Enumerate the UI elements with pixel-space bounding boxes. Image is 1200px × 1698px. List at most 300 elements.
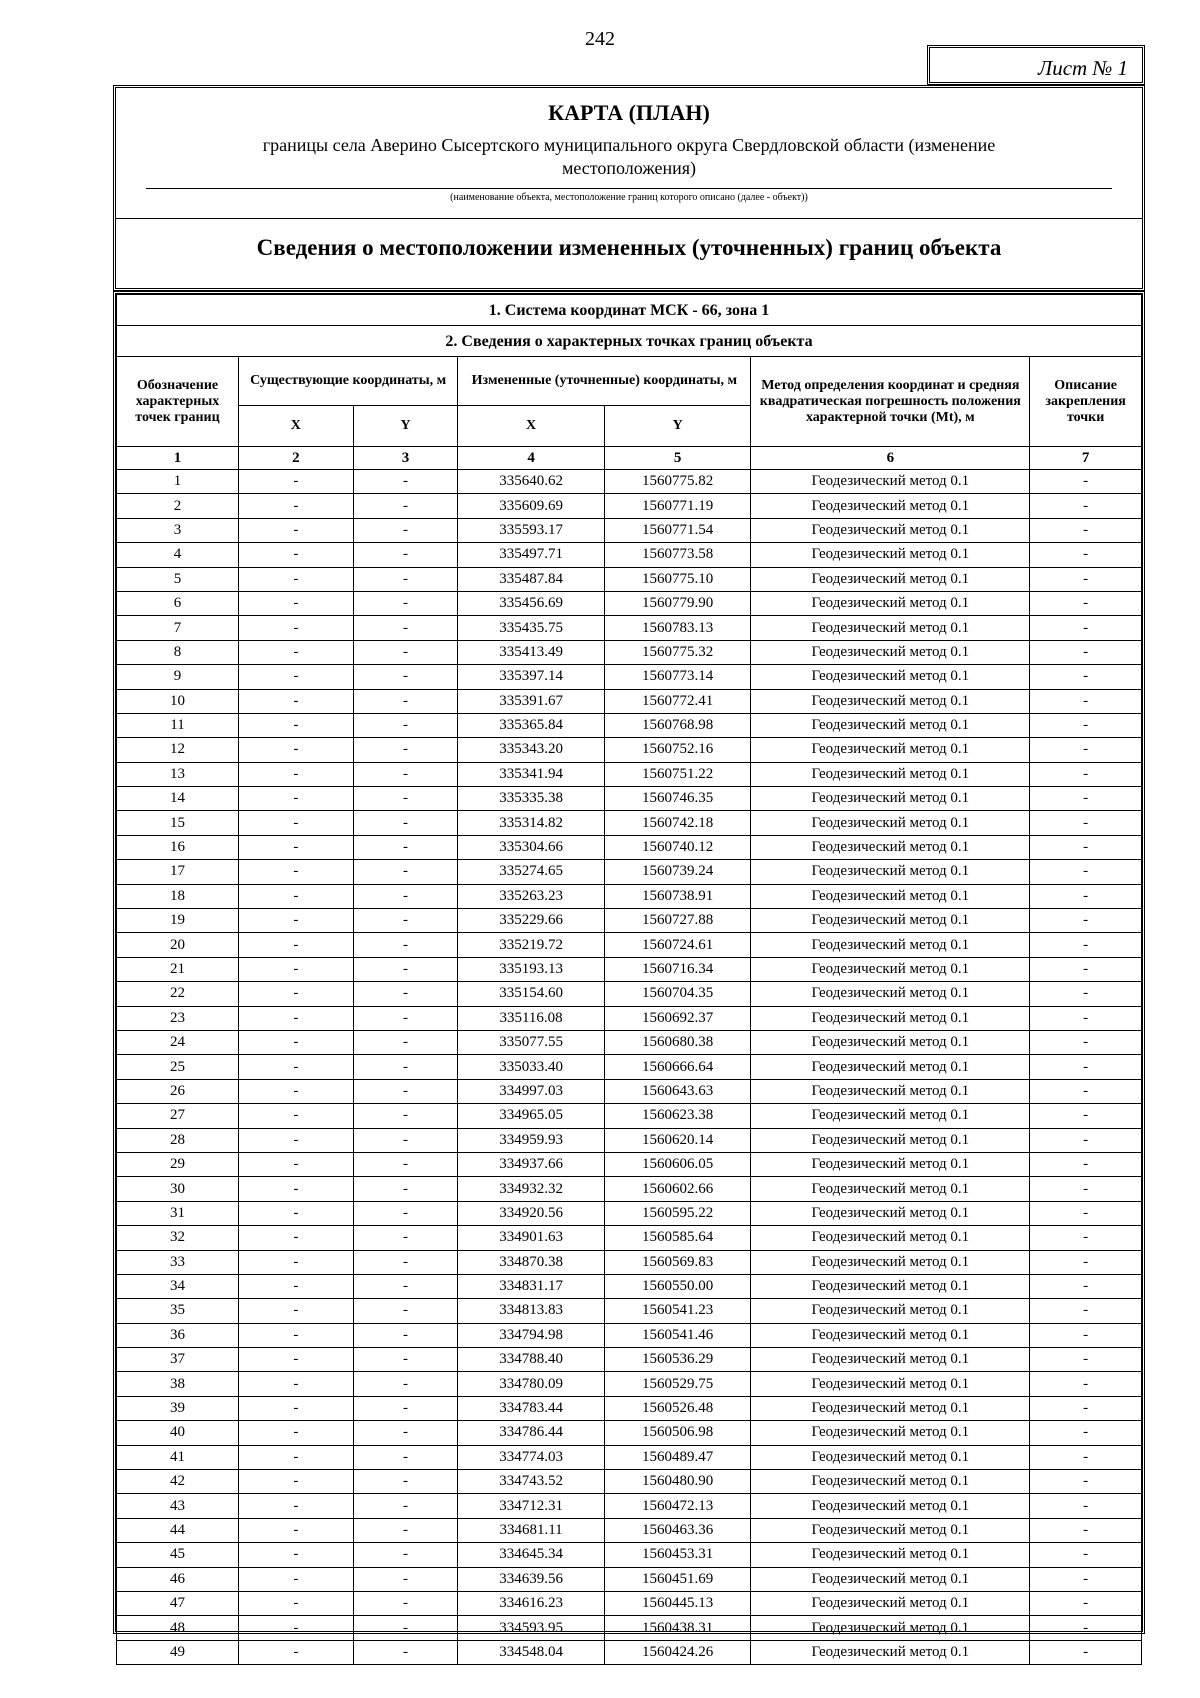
table-row	[117, 640, 1142, 664]
method-cell: Геодезический метод 0.1	[751, 787, 1030, 811]
table-row	[117, 1152, 1142, 1176]
changed-x-cell: 335335.38	[458, 787, 605, 811]
changed-x-cell: 334965.05	[458, 1104, 605, 1128]
changed-y-cell: 1560771.19	[604, 494, 751, 518]
table-row	[117, 616, 1142, 640]
changed-y-cell: 1560666.64	[604, 1055, 751, 1079]
changed-x-cell: 335033.40	[458, 1055, 605, 1079]
column-number: 3	[353, 447, 458, 470]
method-cell: Геодезический метод 0.1	[751, 1299, 1030, 1323]
changed-y-cell: 1560541.46	[604, 1323, 751, 1347]
point-number-cell: 18	[117, 884, 239, 908]
point-number-cell: 22	[117, 982, 239, 1006]
point-number-cell: 49	[117, 1640, 239, 1664]
changed-y-cell: 1560506.98	[604, 1421, 751, 1445]
changed-x-cell: 335391.67	[458, 689, 605, 713]
existing-x-cell: -	[238, 1372, 353, 1396]
changed-y-cell: 1560595.22	[604, 1201, 751, 1225]
changed-x-cell: 334681.11	[458, 1518, 605, 1542]
existing-y-cell: -	[353, 1616, 458, 1640]
description-cell: -	[1030, 1543, 1142, 1567]
point-number-cell: 8	[117, 640, 239, 664]
method-cell: Геодезический метод 0.1	[751, 1006, 1030, 1030]
point-number-cell: 38	[117, 1372, 239, 1396]
method-cell: Геодезический метод 0.1	[751, 543, 1030, 567]
method-cell: Геодезический метод 0.1	[751, 982, 1030, 1006]
existing-y-cell: -	[353, 909, 458, 933]
changed-y-cell: 1560704.35	[604, 982, 751, 1006]
changed-y-cell: 1560623.38	[604, 1104, 751, 1128]
method-cell: Геодезический метод 0.1	[751, 811, 1030, 835]
changed-y-cell: 1560751.22	[604, 762, 751, 786]
method-cell: Геодезический метод 0.1	[751, 1152, 1030, 1176]
description-cell: -	[1030, 1274, 1142, 1298]
description-cell: -	[1030, 1445, 1142, 1469]
table-row	[117, 1543, 1142, 1567]
method-cell: Геодезический метод 0.1	[751, 689, 1030, 713]
description-cell: -	[1030, 1201, 1142, 1225]
method-cell: Геодезический метод 0.1	[751, 1470, 1030, 1494]
changed-x-cell: 335154.60	[458, 982, 605, 1006]
changed-x-cell: 334783.44	[458, 1396, 605, 1420]
point-number-cell: 17	[117, 860, 239, 884]
table-row	[117, 518, 1142, 542]
table-row	[117, 1445, 1142, 1469]
existing-y-cell: -	[353, 1494, 458, 1518]
method-cell: Геодезический метод 0.1	[751, 1128, 1030, 1152]
table-row	[117, 1470, 1142, 1494]
description-cell: -	[1030, 1250, 1142, 1274]
existing-y-cell: -	[353, 1396, 458, 1420]
changed-x-cell: 334743.52	[458, 1470, 605, 1494]
changed-y-cell: 1560775.10	[604, 567, 751, 591]
existing-y-cell: -	[353, 1055, 458, 1079]
point-number-cell: 46	[117, 1567, 239, 1591]
table-row	[117, 1616, 1142, 1640]
point-number-cell: 7	[117, 616, 239, 640]
table-row	[117, 909, 1142, 933]
header-changed-coords: Измененные (уточненные) координаты, м	[458, 357, 751, 406]
existing-y-cell: -	[353, 665, 458, 689]
description-cell: -	[1030, 1591, 1142, 1615]
existing-y-cell: -	[353, 1518, 458, 1542]
table-row	[117, 957, 1142, 981]
existing-x-cell: -	[238, 713, 353, 737]
method-cell: Геодезический метод 0.1	[751, 1421, 1030, 1445]
table-row	[117, 1250, 1142, 1274]
column-number: 1	[117, 447, 239, 470]
coordinates-table	[116, 294, 1142, 1665]
existing-y-cell: -	[353, 1348, 458, 1372]
existing-x-cell: -	[238, 1470, 353, 1494]
description-cell: -	[1030, 1079, 1142, 1103]
existing-x-cell: -	[238, 1274, 353, 1298]
existing-y-cell: -	[353, 567, 458, 591]
existing-y-cell: -	[353, 860, 458, 884]
changed-y-cell: 1560771.54	[604, 518, 751, 542]
changed-x-cell: 334813.83	[458, 1299, 605, 1323]
map-title: КАРТА (ПЛАН)	[548, 100, 710, 125]
changed-x-cell: 334959.93	[458, 1128, 605, 1152]
changed-x-cell: 334997.03	[458, 1079, 605, 1103]
existing-x-cell: -	[238, 1494, 353, 1518]
point-number-cell: 19	[117, 909, 239, 933]
existing-x-cell: -	[238, 1226, 353, 1250]
table-row	[117, 1299, 1142, 1323]
table-row	[117, 982, 1142, 1006]
changed-x-cell: 334937.66	[458, 1152, 605, 1176]
existing-x-cell: -	[238, 1421, 353, 1445]
changed-y-cell: 1560451.69	[604, 1567, 751, 1591]
point-number-cell: 42	[117, 1470, 239, 1494]
changed-y-cell: 1560529.75	[604, 1372, 751, 1396]
existing-y-cell: -	[353, 1274, 458, 1298]
changed-x-cell: 334788.40	[458, 1348, 605, 1372]
table-row	[117, 1201, 1142, 1225]
description-cell: -	[1030, 1006, 1142, 1030]
method-cell: Геодезический метод 0.1	[751, 1226, 1030, 1250]
description-cell: -	[1030, 1616, 1142, 1640]
changed-x-cell: 335497.71	[458, 543, 605, 567]
points-table-body	[117, 470, 1142, 1665]
changed-y-cell: 1560779.90	[604, 591, 751, 615]
changed-x-cell: 335263.23	[458, 884, 605, 908]
changed-x-cell: 334639.56	[458, 1567, 605, 1591]
header-title-block	[116, 88, 1142, 219]
existing-y-cell: -	[353, 1299, 458, 1323]
description-cell: -	[1030, 933, 1142, 957]
existing-x-cell: -	[238, 909, 353, 933]
point-number-cell: 21	[117, 957, 239, 981]
table-row	[117, 1591, 1142, 1615]
changed-x-cell: 335365.84	[458, 713, 605, 737]
point-number-cell: 2	[117, 494, 239, 518]
description-cell: -	[1030, 860, 1142, 884]
table-row	[117, 738, 1142, 762]
existing-x-cell: -	[238, 1567, 353, 1591]
point-number-cell: 10	[117, 689, 239, 713]
table-row	[117, 1030, 1142, 1054]
existing-x-cell: -	[238, 1323, 353, 1347]
existing-x-cell: -	[238, 1128, 353, 1152]
changed-x-cell: 334920.56	[458, 1201, 605, 1225]
existing-y-cell: -	[353, 518, 458, 542]
existing-y-cell: -	[353, 884, 458, 908]
existing-y-cell: -	[353, 713, 458, 737]
existing-x-cell: -	[238, 1640, 353, 1664]
header-method: Метод определения координат и средняя квадратическая погрешность положения характерной точки (Mt), м	[751, 357, 1030, 447]
existing-x-cell: -	[238, 1055, 353, 1079]
method-cell: Геодезический метод 0.1	[751, 1348, 1030, 1372]
changed-y-cell: 1560775.32	[604, 640, 751, 664]
changed-x-cell: 334774.03	[458, 1445, 605, 1469]
changed-y-cell: 1560742.18	[604, 811, 751, 835]
table-row	[117, 1396, 1142, 1420]
points-title-row: 2. Сведения о характерных точках границ объекта	[117, 326, 1142, 357]
existing-x-cell: -	[238, 1543, 353, 1567]
existing-y-cell: -	[353, 470, 458, 494]
existing-y-cell: -	[353, 1445, 458, 1469]
changed-y-cell: 1560620.14	[604, 1128, 751, 1152]
method-cell: Геодезический метод 0.1	[751, 1543, 1030, 1567]
table-row	[117, 494, 1142, 518]
method-cell: Геодезический метод 0.1	[751, 884, 1030, 908]
table-row	[117, 1006, 1142, 1030]
changed-x-cell: 335413.49	[458, 640, 605, 664]
changed-y-cell: 1560424.26	[604, 1640, 751, 1664]
method-cell: Геодезический метод 0.1	[751, 1494, 1030, 1518]
column-number-row	[117, 447, 1142, 470]
description-cell: -	[1030, 835, 1142, 859]
method-cell: Геодезический метод 0.1	[751, 567, 1030, 591]
changed-y-cell: 1560453.31	[604, 1543, 751, 1567]
changed-x-cell: 335397.14	[458, 665, 605, 689]
method-cell: Геодезический метод 0.1	[751, 1616, 1030, 1640]
existing-x-cell: -	[238, 1006, 353, 1030]
table-row	[117, 1567, 1142, 1591]
table-row	[117, 567, 1142, 591]
existing-y-cell: -	[353, 1006, 458, 1030]
description-cell: -	[1030, 762, 1142, 786]
method-cell: Геодезический метод 0.1	[751, 1396, 1030, 1420]
method-cell: Геодезический метод 0.1	[751, 1274, 1030, 1298]
changed-y-cell: 1560773.14	[604, 665, 751, 689]
method-cell: Геодезический метод 0.1	[751, 1030, 1030, 1054]
existing-x-cell: -	[238, 1201, 353, 1225]
table-row	[117, 787, 1142, 811]
existing-x-cell: -	[238, 494, 353, 518]
method-cell: Геодезический метод 0.1	[751, 1177, 1030, 1201]
changed-x-cell: 335487.84	[458, 567, 605, 591]
existing-y-cell: -	[353, 1640, 458, 1664]
changed-y-cell: 1560773.58	[604, 543, 751, 567]
changed-x-cell: 334616.23	[458, 1591, 605, 1615]
table-row	[117, 835, 1142, 859]
changed-y-cell: 1560489.47	[604, 1445, 751, 1469]
table-row	[117, 1079, 1142, 1103]
description-cell: -	[1030, 591, 1142, 615]
description-cell: -	[1030, 909, 1142, 933]
header-existing-coords: Существующие координаты, м	[238, 357, 457, 406]
description-cell: -	[1030, 543, 1142, 567]
existing-x-cell: -	[238, 1104, 353, 1128]
changed-x-cell: 335193.13	[458, 957, 605, 981]
changed-x-cell: 334780.09	[458, 1372, 605, 1396]
existing-y-cell: -	[353, 1226, 458, 1250]
changed-y-cell: 1560606.05	[604, 1152, 751, 1176]
existing-x-cell: -	[238, 1299, 353, 1323]
existing-y-cell: -	[353, 494, 458, 518]
changed-y-cell: 1560752.16	[604, 738, 751, 762]
point-number-cell: 14	[117, 787, 239, 811]
changed-y-cell: 1560602.66	[604, 1177, 751, 1201]
method-cell: Геодезический метод 0.1	[751, 1445, 1030, 1469]
point-number-cell: 43	[117, 1494, 239, 1518]
method-cell: Геодезический метод 0.1	[751, 1567, 1030, 1591]
description-cell: -	[1030, 1104, 1142, 1128]
existing-x-cell: -	[238, 835, 353, 859]
point-number-cell: 12	[117, 738, 239, 762]
changed-y-cell: 1560738.91	[604, 884, 751, 908]
existing-x-cell: -	[238, 1616, 353, 1640]
column-number: 2	[238, 447, 353, 470]
changed-y-cell: 1560746.35	[604, 787, 751, 811]
existing-y-cell: -	[353, 762, 458, 786]
changed-x-cell: 335274.65	[458, 860, 605, 884]
point-number-cell: 26	[117, 1079, 239, 1103]
point-number-cell: 40	[117, 1421, 239, 1445]
changed-y-cell: 1560585.64	[604, 1226, 751, 1250]
table-row	[117, 1274, 1142, 1298]
description-cell: -	[1030, 1567, 1142, 1591]
existing-x-cell: -	[238, 567, 353, 591]
method-cell: Геодезический метод 0.1	[751, 616, 1030, 640]
table-row	[117, 811, 1142, 835]
existing-x-cell: -	[238, 1177, 353, 1201]
table-row	[117, 1226, 1142, 1250]
changed-y-cell: 1560569.83	[604, 1250, 751, 1274]
description-cell: -	[1030, 1494, 1142, 1518]
point-number-cell: 23	[117, 1006, 239, 1030]
header-existing-y: Y	[353, 406, 458, 447]
changed-x-cell: 335609.69	[458, 494, 605, 518]
column-number: 7	[1030, 447, 1142, 470]
method-cell: Геодезический метод 0.1	[751, 470, 1030, 494]
existing-x-cell: -	[238, 1518, 353, 1542]
point-number-cell: 3	[117, 518, 239, 542]
method-cell: Геодезический метод 0.1	[751, 1323, 1030, 1347]
description-cell: -	[1030, 665, 1142, 689]
existing-y-cell: -	[353, 1152, 458, 1176]
table-row	[117, 665, 1142, 689]
point-number-cell: 45	[117, 1543, 239, 1567]
method-cell: Геодезический метод 0.1	[751, 933, 1030, 957]
description-cell: -	[1030, 1470, 1142, 1494]
changed-y-cell: 1560463.36	[604, 1518, 751, 1542]
changed-y-cell: 1560716.34	[604, 957, 751, 981]
existing-x-cell: -	[238, 787, 353, 811]
method-cell: Геодезический метод 0.1	[751, 909, 1030, 933]
changed-y-cell: 1560768.98	[604, 713, 751, 737]
point-number-cell: 32	[117, 1226, 239, 1250]
changed-x-cell: 335456.69	[458, 591, 605, 615]
description-cell: -	[1030, 1372, 1142, 1396]
description-cell: -	[1030, 884, 1142, 908]
changed-x-cell: 334932.32	[458, 1177, 605, 1201]
existing-y-cell: -	[353, 1079, 458, 1103]
header-description: Описание закрепления точки	[1030, 357, 1142, 447]
method-cell: Геодезический метод 0.1	[751, 1372, 1030, 1396]
changed-x-cell: 334831.17	[458, 1274, 605, 1298]
description-cell: -	[1030, 518, 1142, 542]
point-number-cell: 31	[117, 1201, 239, 1225]
object-name-underline	[146, 188, 1112, 189]
existing-y-cell: -	[353, 640, 458, 664]
method-cell: Геодезический метод 0.1	[751, 1055, 1030, 1079]
description-cell: -	[1030, 1030, 1142, 1054]
changed-x-cell: 334786.44	[458, 1421, 605, 1445]
method-cell: Геодезический метод 0.1	[751, 1104, 1030, 1128]
existing-x-cell: -	[238, 762, 353, 786]
description-cell: -	[1030, 1348, 1142, 1372]
method-cell: Геодезический метод 0.1	[751, 860, 1030, 884]
description-cell: -	[1030, 1323, 1142, 1347]
method-cell: Геодезический метод 0.1	[751, 1201, 1030, 1225]
method-cell: Геодезический метод 0.1	[751, 494, 1030, 518]
existing-x-cell: -	[238, 957, 353, 981]
existing-x-cell: -	[238, 640, 353, 664]
changed-y-cell: 1560740.12	[604, 835, 751, 859]
method-cell: Геодезический метод 0.1	[751, 1518, 1030, 1542]
changed-y-cell: 1560739.24	[604, 860, 751, 884]
table-row	[117, 1518, 1142, 1542]
point-number-cell: 44	[117, 1518, 239, 1542]
point-number-cell: 4	[117, 543, 239, 567]
object-name-caption: (наименование объекта, местоположение границ которого описано (далее - объект))	[450, 192, 808, 203]
changed-x-cell: 335304.66	[458, 835, 605, 859]
changed-y-cell: 1560536.29	[604, 1348, 751, 1372]
object-name: границы села Аверино Сысертского муниципального округа Свердловской области (изменение местоположения)	[262, 135, 996, 178]
changed-x-cell: 334593.95	[458, 1616, 605, 1640]
existing-x-cell: -	[238, 1445, 353, 1469]
header-changed-y: Y	[604, 406, 751, 447]
description-cell: -	[1030, 1128, 1142, 1152]
point-number-cell: 15	[117, 811, 239, 835]
existing-y-cell: -	[353, 1372, 458, 1396]
table-row	[117, 591, 1142, 615]
changed-y-cell: 1560541.23	[604, 1299, 751, 1323]
description-cell: -	[1030, 1177, 1142, 1201]
method-cell: Геодезический метод 0.1	[751, 665, 1030, 689]
table-row	[117, 1494, 1142, 1518]
point-number-cell: 13	[117, 762, 239, 786]
table-row	[117, 1128, 1142, 1152]
table-row	[117, 762, 1142, 786]
existing-x-cell: -	[238, 470, 353, 494]
point-number-cell: 6	[117, 591, 239, 615]
existing-x-cell: -	[238, 543, 353, 567]
method-cell: Геодезический метод 0.1	[751, 835, 1030, 859]
existing-x-cell: -	[238, 616, 353, 640]
coordinates-table-frame	[113, 291, 1145, 1660]
method-cell: Геодезический метод 0.1	[751, 640, 1030, 664]
point-number-cell: 1	[117, 470, 239, 494]
point-number-cell: 30	[117, 1177, 239, 1201]
point-number-cell: 9	[117, 665, 239, 689]
header-existing-x: X	[238, 406, 353, 447]
changed-x-cell: 335640.62	[458, 470, 605, 494]
existing-x-cell: -	[238, 518, 353, 542]
changed-y-cell: 1560724.61	[604, 933, 751, 957]
existing-y-cell: -	[353, 1591, 458, 1615]
header-changed-x: X	[458, 406, 605, 447]
existing-y-cell: -	[353, 1201, 458, 1225]
changed-y-cell: 1560680.38	[604, 1030, 751, 1054]
description-cell: -	[1030, 616, 1142, 640]
header-designation: Обозначение характерных точек границ	[117, 357, 239, 447]
existing-x-cell: -	[238, 811, 353, 835]
table-row	[117, 689, 1142, 713]
existing-y-cell: -	[353, 591, 458, 615]
description-cell: -	[1030, 640, 1142, 664]
existing-x-cell: -	[238, 689, 353, 713]
changed-y-cell: 1560692.37	[604, 1006, 751, 1030]
existing-y-cell: -	[353, 689, 458, 713]
description-cell: -	[1030, 689, 1142, 713]
document-header	[113, 85, 1145, 291]
table-row	[117, 933, 1142, 957]
point-number-cell: 37	[117, 1348, 239, 1372]
